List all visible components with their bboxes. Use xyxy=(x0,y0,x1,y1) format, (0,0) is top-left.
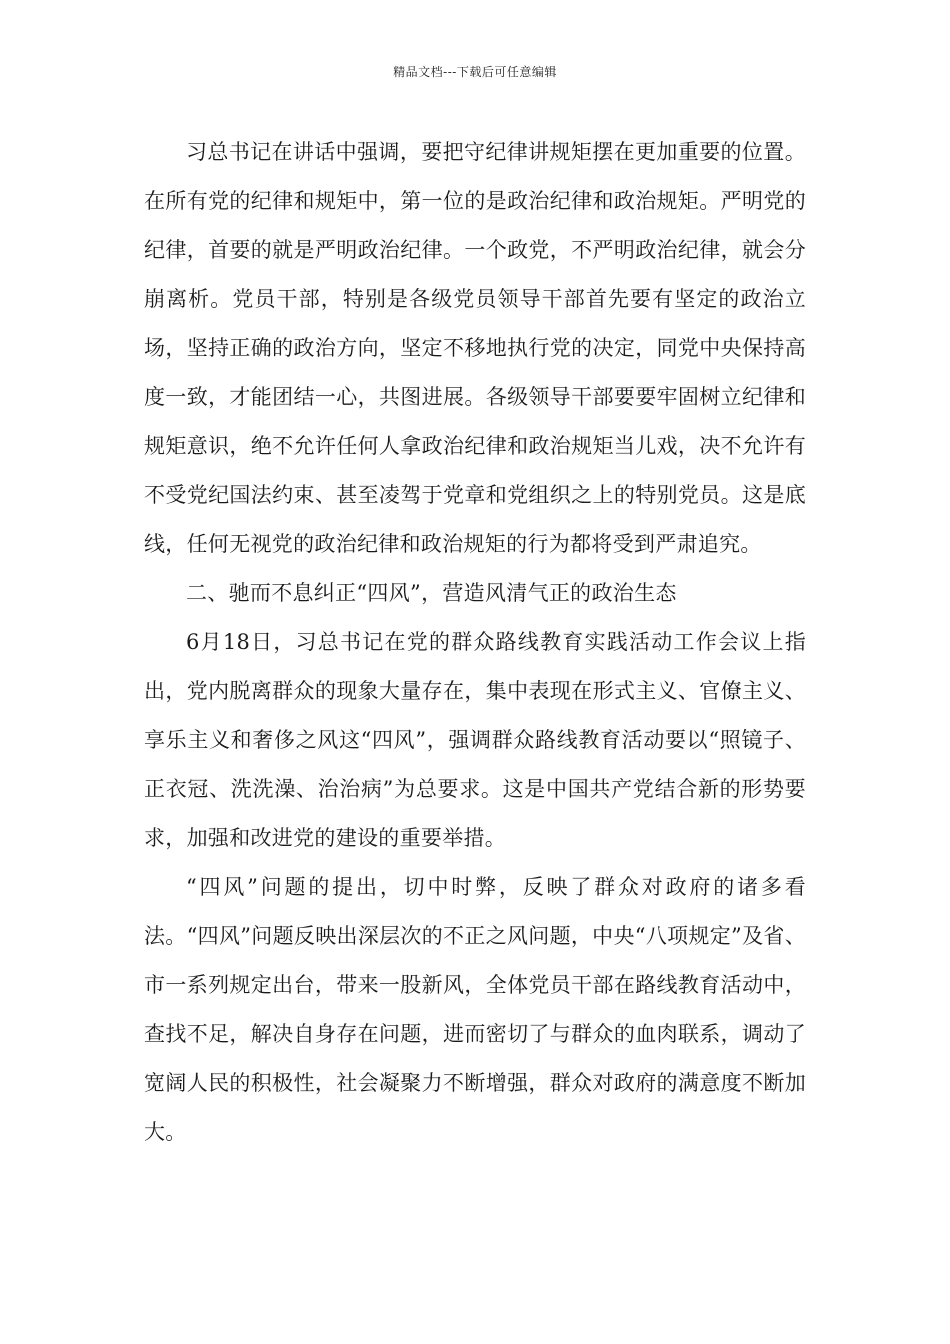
section-heading: 二、驰而不息纠正“四风”，营造风清气正的政治生态 xyxy=(186,581,677,605)
paragraph-june-meeting: 6月18日，习总书记在党的群众路线教育实践活动工作会议上指出，党内脱离群众的现象大量存在，集中表现在形式主义、官僚主义、享乐主义和奢侈之风这“四风”，强调群众路线教育活动要以“照镜子、正衣冠、洗洗澡、治治病”为总要求。这是中国共产党结合新的形势要求，加强和改进党的建设的重要举措。 xyxy=(144,630,806,850)
paragraph-discipline: 习总书记在讲话中强调，要把守纪律讲规矩摆在更加重要的位置。在所有党的纪律和规矩中，第一位的是政治纪律和政治规矩。严明党的纪律，首要的就是严明政治纪律。一个政党，不严明政治纪律，就会分崩离析。党员干部，特别是各级党员领导干部首先要有坚定的政治立场，坚持正确的政治方向，坚定不移地执行党的决定，同党中央保持高度一致，才能团结一心，共图进展。各级领导干部要要牢固树立纪律和规矩意识，绝不允许任何人拿政治纪律和政治规矩当儿戏，决不允许有不受党纪国法约束、甚至凌驾于党章和党组织之上的特别党员。这是底线，任何无视党的政治纪律和政治规矩的行为都将受到严肃追究。 xyxy=(144,140,806,556)
document-body xyxy=(144,128,806,1157)
page-header: 精品文档---下载后可任意编辑 xyxy=(393,65,557,79)
paragraph-four-winds: “四风”问题的提出，切中时弊，反映了群众对政府的诸多看法。“四风”问题反映出深层次的不正之风问题，中央“八项规定”及省、市一系列规定出台，带来一股新风，全体党员干部在路线教育活动中，查找不足，解决自身存在问题，进而密切了与群众的血肉联系，调动了宽阔人民的积极性，社会凝聚力不断增强，群众对政府的满意度不断加大。 xyxy=(144,875,806,1144)
